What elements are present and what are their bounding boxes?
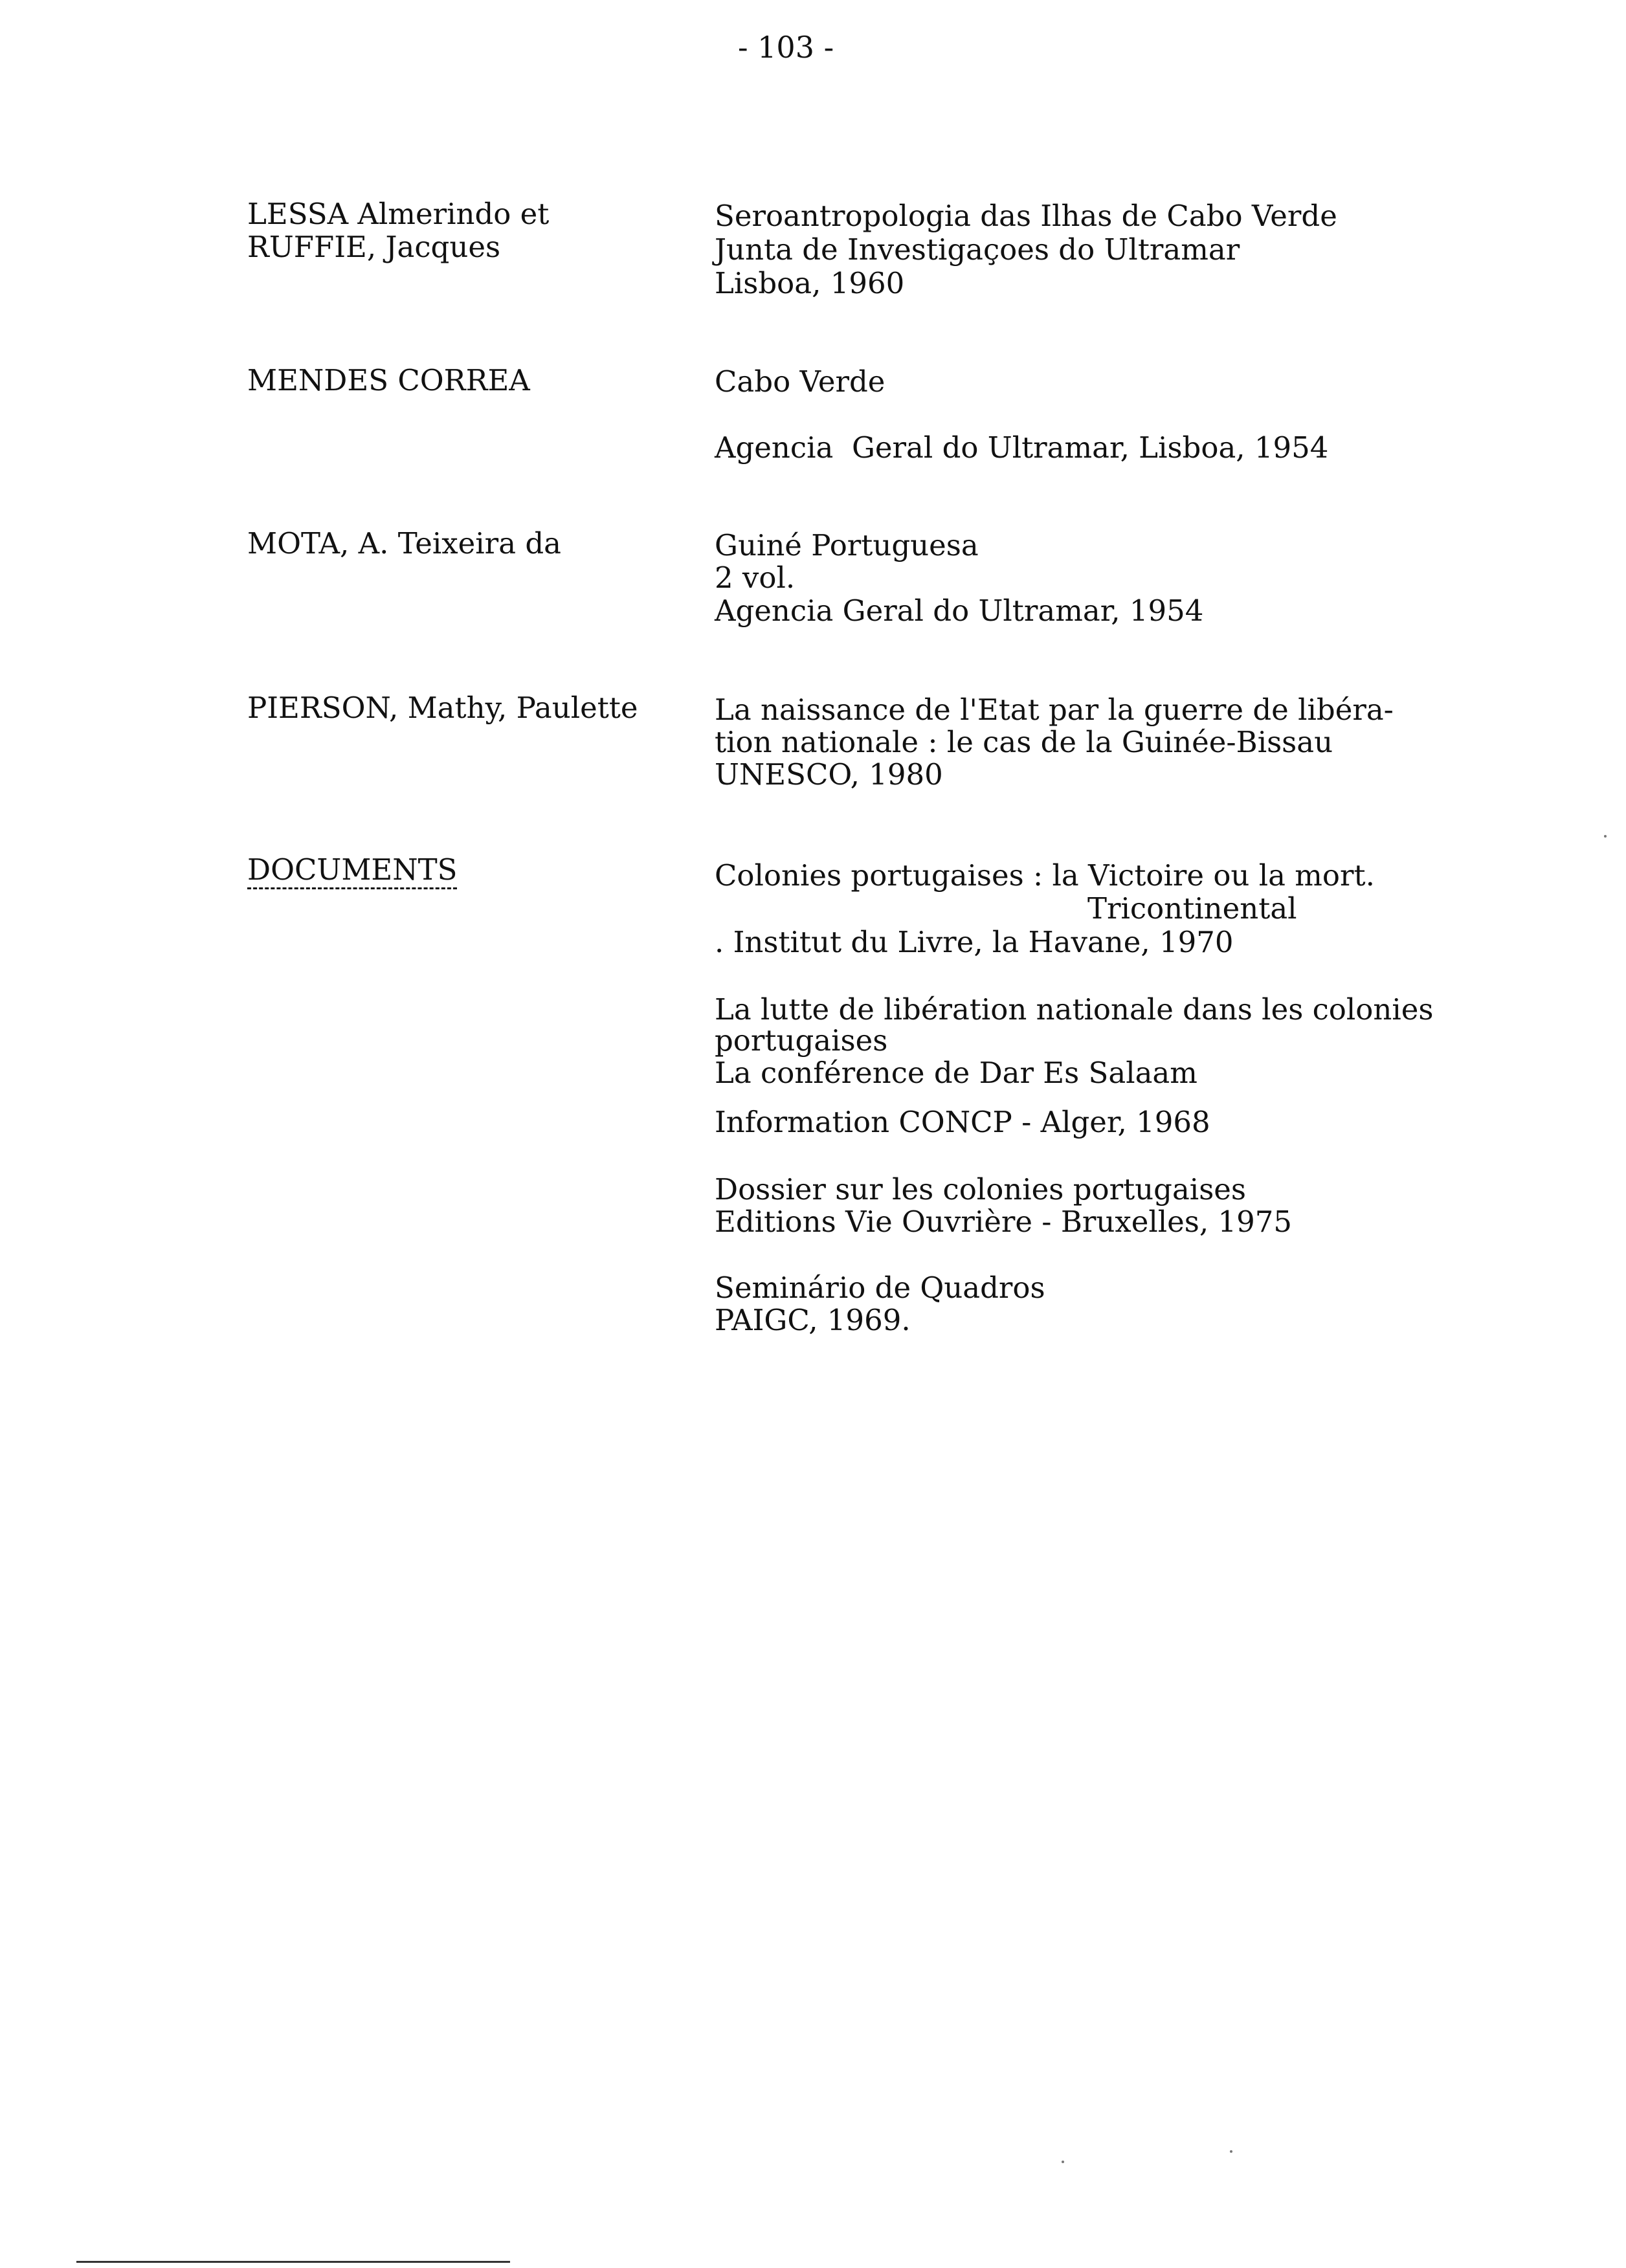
entry-reference-line: 2 vol. (715, 561, 796, 595)
scan-speck (1604, 835, 1607, 838)
document-line: . Institut du Livre, la Havane, 1970 (715, 925, 1234, 959)
document-line: Dossier sur les colonies portugaises (715, 1172, 1247, 1206)
entry-reference-line: Cabo Verde (715, 364, 885, 399)
document-line: La lutte de libération nationale dans les colonies (715, 992, 1434, 1027)
document-line: Seminário de Quadros (715, 1271, 1045, 1305)
entry-author-line: MENDES CORREA (247, 363, 530, 397)
document-line: Colonies portugaises : la Victoire ou la mort. (715, 858, 1375, 893)
document-line: PAIGC, 1969. (715, 1303, 911, 1337)
documents-heading: DOCUMENTS (247, 853, 457, 889)
entry-reference-line: Agencia Geral do Ultramar, Lisboa, 1954 (715, 430, 1329, 465)
document-line: portugaises (715, 1023, 888, 1058)
entry-author-line: LESSA Almerindo et (247, 197, 550, 231)
entry-reference-line: La naissance de l'Etat par la guerre de libéra- (715, 693, 1394, 727)
document-line: Information CONCP - Alger, 1968 (715, 1105, 1210, 1139)
entry-reference-line: UNESCO, 1980 (715, 757, 943, 792)
scan-speck (1062, 2161, 1064, 2163)
document-line: Editions Vie Ouvrière - Bruxelles, 1975 (715, 1205, 1293, 1239)
entry-author-line: PIERSON, Mathy, Paulette (247, 691, 638, 725)
entry-author-line: MOTA, A. Teixeira da (247, 526, 561, 561)
footer-rule (76, 2261, 510, 2263)
entry-reference-line: Junta de Investigaçoes do Ultramar (715, 232, 1240, 267)
entry-reference-line: Seroantropologia das Ilhas de Cabo Verde (715, 199, 1337, 233)
entry-reference-line: tion nationale : le cas de la Guinée-Bissau (715, 725, 1333, 759)
entry-author-line: RUFFIE, Jacques (247, 230, 501, 264)
document-line: La conférence de Dar Es Salaam (715, 1056, 1197, 1090)
entry-reference-line: Lisboa, 1960 (715, 266, 905, 300)
page-number: - 103 - (738, 30, 834, 65)
document-line: Tricontinental (1087, 891, 1297, 926)
scan-speck (1230, 2150, 1232, 2153)
entry-reference-line: Guiné Portuguesa (715, 528, 979, 562)
entry-reference-line: Agencia Geral do Ultramar, 1954 (715, 594, 1204, 628)
